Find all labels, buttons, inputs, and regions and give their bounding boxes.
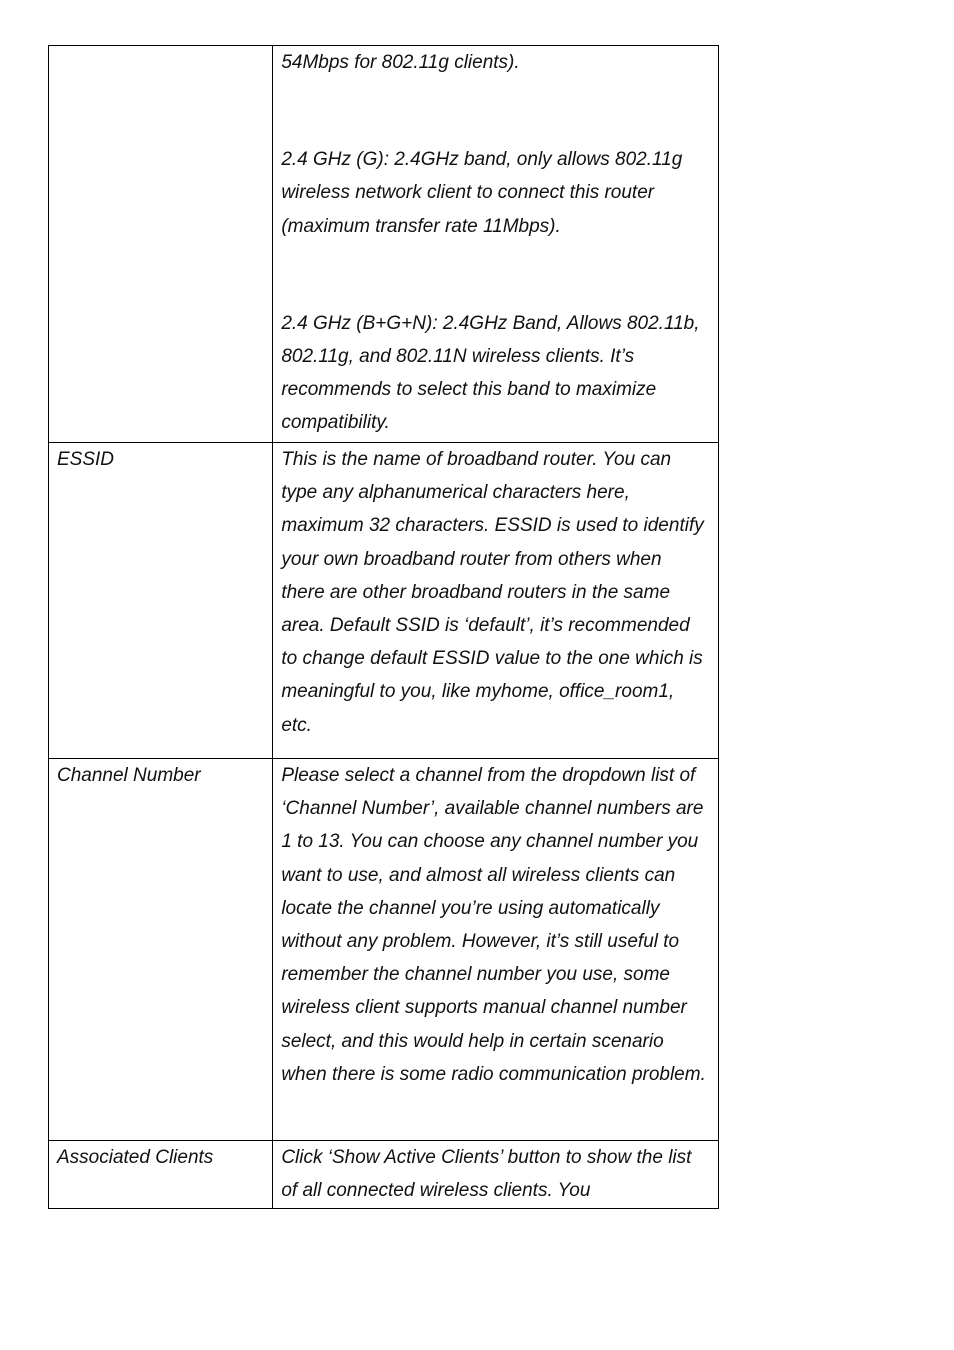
description-cell [273, 759, 719, 1141]
description-cell [273, 443, 719, 759]
description-paragraph: 2.4 GHz (G): 2.4GHz band, only allows 802.11g wireless network client to connect this router (maximum transfer rate 11Mbps). [281, 149, 683, 237]
description-paragraph: 54Mbps for 802.11g clients). [281, 52, 520, 73]
table-row-band [49, 46, 719, 443]
term-cell: ESSID [49, 443, 273, 759]
term-cell [49, 46, 273, 443]
description-paragraph: 2.4 GHz (B+G+N): 2.4GHz Band, Allows 802.11b, 802.11g, and 802.11N wireless clients. It’s recommends to select this band to maximize compatibility. [281, 312, 700, 434]
table-row-channel-number [49, 759, 719, 1141]
table-row-essid [49, 443, 719, 759]
description-paragraph: Please select a channel from the dropdown list of ‘Channel Number’, available channel numbers are 1 to 13. You can choose any channel number you want to use, and almost all wireless clients can locate the channel you’re using automatically without any problem. However, it’s still useful to remember the channel number you use, some wireless client supports manual channel number select, and this would help in certain scenario when there is some radio communication problem. [281, 765, 706, 1085]
description-cell [273, 1141, 719, 1209]
settings-description-table [48, 45, 719, 1209]
description-cell [273, 46, 719, 443]
table-row-associated-clients [49, 1141, 719, 1209]
term-cell: Associated Clients [49, 1141, 273, 1209]
description-paragraph: This is the name of broadband router. You can type any alphanumerical characters here, maximum 32 characters. ESSID is used to identify your own broadband router from others when there are other broadband routers in the same area. Default SSID is ‘default’, it’s recommended to change default ESSID value to the one which is meaningful to you, like myhome, office_room1, etc. [281, 449, 704, 736]
term-cell: Channel Number [49, 759, 273, 1141]
description-paragraph: Click ‘Show Active Clients’ button to show the list of all connected wireless clients. You [281, 1147, 692, 1202]
